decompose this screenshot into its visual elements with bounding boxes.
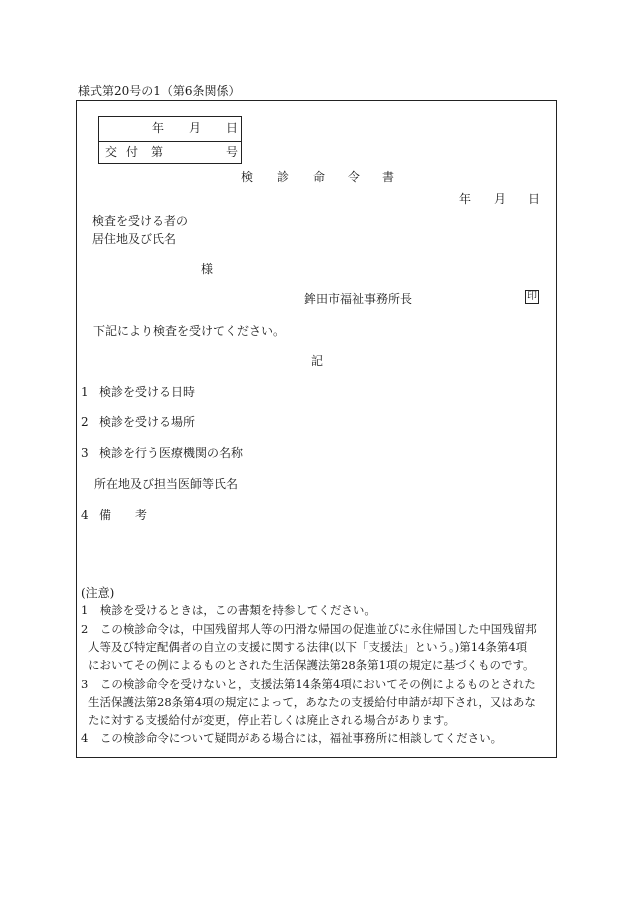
form-number-label: 様式第20号の1（第6条関係） xyxy=(78,84,241,98)
issue-date-month: 月 xyxy=(189,121,202,135)
note-line: においてその例によるものとされた生活保護法第28条第1項の規定に基づくものです。 xyxy=(88,658,535,672)
note-line: 人等及び特定配偶者の自立の支援に関する法律(以下「支援法」という。)第14条第4項 xyxy=(88,640,528,654)
title-char: 書 xyxy=(382,170,395,184)
recipient-label-line1: 検査を受ける者の xyxy=(92,214,189,228)
title-char: 令 xyxy=(348,170,361,184)
recipient-label-line2: 居住地及び氏名 xyxy=(92,232,177,246)
title-char: 命 xyxy=(313,170,326,184)
delivery-char-2: 付 xyxy=(126,145,139,159)
item3-subtext: 所在地及び担当医師等氏名 xyxy=(94,477,239,491)
issue-number-box xyxy=(98,116,242,164)
item-text: 検診を受ける場所 xyxy=(99,415,196,429)
intro-text: 下記により検査を受けてください。 xyxy=(93,324,286,338)
honorific-sama: 様 xyxy=(201,262,214,276)
note-line: たに対する支援給付が変更，停止若しくは廃止される場合があります。 xyxy=(88,713,456,727)
delivery-char-3: 第 xyxy=(151,145,164,159)
note-line: 3 この検診命令を受けないと，支援法第14条第4項においてその例によるものとされた xyxy=(81,677,536,691)
item-number: 1 xyxy=(81,385,89,399)
notes-heading: (注意) xyxy=(81,586,115,600)
issuer-name: 鉾田市福祉事務所長 xyxy=(304,292,413,306)
issue-box-divider xyxy=(99,141,241,142)
seal-mark: 印 xyxy=(527,291,537,302)
item-number: 3 xyxy=(81,446,89,460)
date-year: 年 xyxy=(459,192,472,206)
title-char: 診 xyxy=(277,170,290,184)
date-month: 月 xyxy=(494,192,507,206)
issue-date-year: 年 xyxy=(152,121,165,135)
note-line: 4 この検診命令について疑問がある場合には，福祉事務所に相談してください。 xyxy=(81,731,503,745)
ki-heading: 記 xyxy=(311,354,324,368)
date-day: 日 xyxy=(528,192,541,206)
item4-text-b: 考 xyxy=(135,508,148,522)
item4-text-a: 備 xyxy=(99,508,112,522)
note-line: 1 検診を受けるときは，この書類を持参してください。 xyxy=(81,603,376,617)
delivery-char-1: 交 xyxy=(105,145,118,159)
item-number: 2 xyxy=(81,415,89,429)
title-char: 検 xyxy=(241,170,254,184)
note-line: 生活保護法第28条第4項の規定によって，あなたの支援給付申請が却下され，又はあな xyxy=(88,695,536,709)
delivery-char-4: 号 xyxy=(226,145,239,159)
item-text: 検診を受ける日時 xyxy=(99,385,196,399)
item-number: 4 xyxy=(81,508,89,522)
issue-date-day: 日 xyxy=(226,121,239,135)
item-text: 検診を行う医療機関の名称 xyxy=(99,446,244,460)
note-line: 2 この検診命令は，中国残留邦人等の円滑な帰国の促進並びに永住帰国した中国残留邦 xyxy=(81,622,537,636)
